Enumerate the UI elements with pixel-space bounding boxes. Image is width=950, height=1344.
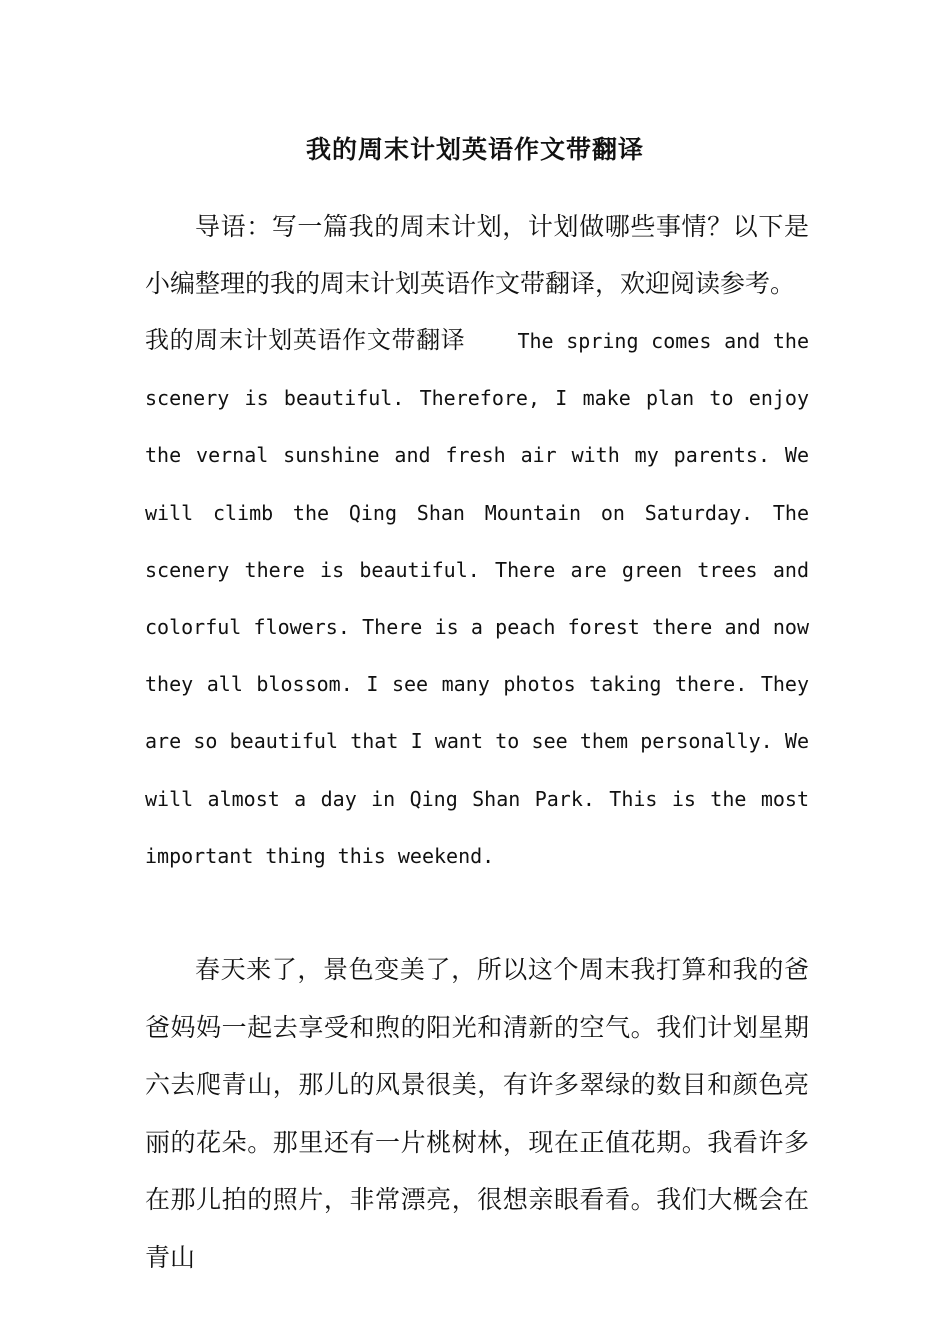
intro-paragraph: 导语：写一篇我的周末计划，计划做哪些事情？以下是小编整理的我的周末计划英语作文带翻译，欢迎阅读参考。 bbox=[145, 212, 809, 298]
english-essay-text: The spring comes and the scenery is beautiful. Therefore, I make plan to enjoy the vernal sunshine and fresh air with my parents. We will climb the Qing Shan Mountain on Saturday. The scenery there is beautiful. There are green trees and colorful flowers. There is a peach forest there and now they all blossom. I see many photos taking there. They are so beautiful that I want to see them personally. We will almost a day in Qing Shan Park. This is the most important thing this weekend. bbox=[145, 329, 810, 868]
document-title: 我的周末计划英语作文带翻译 bbox=[305, 135, 644, 164]
english-essay-heading: 我的周末计划英语作文带翻译 bbox=[145, 326, 466, 354]
chinese-translation-paragraph: 春天来了，景色变美了，所以这个周末我打算和我的爸爸妈妈一起去享受和煦的阳光和清新的空气。我们计划星期六去爬青山，那儿的风景很美，有许多翠绿的数目和颜色亮丽的花朵。那里还有一片桃树林，现在正值花期。我看许多在那儿拍的照片，非常漂亮，很想亲眼看看。我们大概会在青山 bbox=[145, 955, 809, 1272]
english-essay-paragraph bbox=[145, 312, 809, 885]
